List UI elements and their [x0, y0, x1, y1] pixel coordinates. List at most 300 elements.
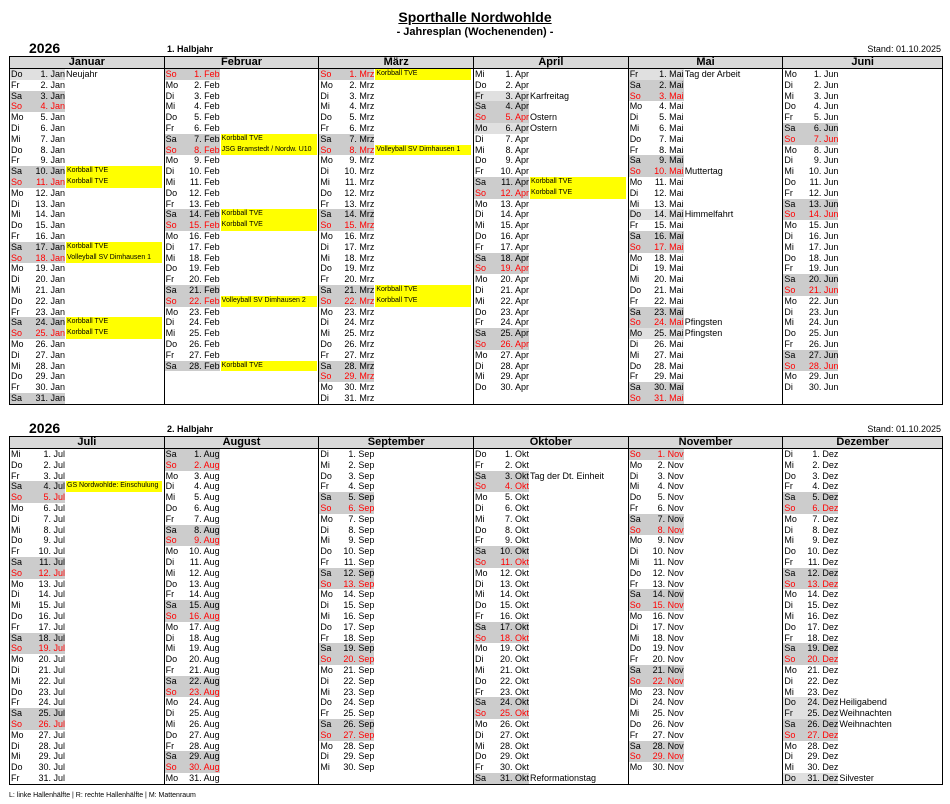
day-row[interactable]: [10, 503, 164, 514]
day-row[interactable]: [319, 535, 473, 546]
day-row[interactable]: [474, 220, 628, 231]
day-row[interactable]: [10, 633, 164, 644]
day-row[interactable]: [783, 730, 942, 741]
day-row[interactable]: [629, 361, 783, 372]
day-row[interactable]: [629, 263, 783, 274]
day-row[interactable]: [629, 69, 783, 80]
day-row[interactable]: [165, 80, 319, 91]
day-row[interactable]: [10, 317, 164, 328]
day-row[interactable]: [10, 600, 164, 611]
day-row[interactable]: [629, 449, 783, 460]
day-row[interactable]: [165, 751, 319, 762]
day-row[interactable]: [783, 697, 942, 708]
day-row[interactable]: [165, 263, 319, 274]
day-row[interactable]: [629, 568, 783, 579]
event-booking[interactable]: Korbball TVE: [66, 242, 162, 253]
day-row[interactable]: [319, 589, 473, 600]
day-row[interactable]: [319, 242, 473, 253]
day-row[interactable]: [10, 492, 164, 503]
day-row[interactable]: [10, 350, 164, 361]
day-row[interactable]: [165, 177, 319, 188]
day-row[interactable]: [10, 69, 164, 80]
day-row[interactable]: [629, 719, 783, 730]
day-row[interactable]: [319, 741, 473, 752]
day-row[interactable]: [165, 155, 319, 166]
day-row[interactable]: [319, 339, 473, 350]
day-row[interactable]: [165, 600, 319, 611]
day-row[interactable]: [10, 730, 164, 741]
day-row[interactable]: [10, 328, 164, 339]
day-row[interactable]: [629, 177, 783, 188]
day-row[interactable]: [165, 503, 319, 514]
day-row[interactable]: [629, 708, 783, 719]
day-row[interactable]: [165, 361, 319, 372]
day-row[interactable]: [783, 69, 942, 80]
day-row[interactable]: [629, 697, 783, 708]
day-row[interactable]: [10, 371, 164, 382]
day-row[interactable]: [165, 525, 319, 536]
day-row[interactable]: [319, 155, 473, 166]
day-row[interactable]: [629, 633, 783, 644]
day-row[interactable]: [474, 166, 628, 177]
day-row[interactable]: [783, 231, 942, 242]
event-booking[interactable]: Korbball TVE: [66, 177, 162, 188]
day-row[interactable]: [474, 730, 628, 741]
day-row[interactable]: [783, 471, 942, 482]
day-row[interactable]: [783, 503, 942, 514]
day-row[interactable]: [629, 285, 783, 296]
day-row[interactable]: [783, 361, 942, 372]
day-row[interactable]: [783, 199, 942, 210]
day-row[interactable]: [783, 643, 942, 654]
day-row[interactable]: [10, 665, 164, 676]
day-row[interactable]: [783, 525, 942, 536]
day-row[interactable]: [474, 600, 628, 611]
day-row[interactable]: [783, 307, 942, 318]
day-row[interactable]: [474, 382, 628, 393]
day-row[interactable]: [474, 460, 628, 471]
day-row[interactable]: [319, 177, 473, 188]
day-row[interactable]: [10, 611, 164, 622]
day-row[interactable]: [319, 654, 473, 665]
day-row[interactable]: [165, 719, 319, 730]
day-row[interactable]: [10, 188, 164, 199]
day-row[interactable]: [319, 317, 473, 328]
day-row[interactable]: [629, 328, 783, 339]
day-row[interactable]: [319, 751, 473, 762]
day-row[interactable]: [319, 449, 473, 460]
day-row[interactable]: [629, 579, 783, 590]
day-row[interactable]: [10, 654, 164, 665]
day-row[interactable]: [474, 285, 628, 296]
day-row[interactable]: [629, 460, 783, 471]
day-row[interactable]: [629, 643, 783, 654]
day-row[interactable]: [319, 382, 473, 393]
day-row[interactable]: [474, 525, 628, 536]
day-row[interactable]: [165, 101, 319, 112]
day-row[interactable]: [10, 145, 164, 156]
day-row[interactable]: [319, 676, 473, 687]
day-row[interactable]: [10, 112, 164, 123]
day-row[interactable]: [474, 719, 628, 730]
day-row[interactable]: [165, 166, 319, 177]
day-row[interactable]: [783, 242, 942, 253]
day-row[interactable]: [319, 730, 473, 741]
day-row[interactable]: [319, 492, 473, 503]
day-row[interactable]: [165, 199, 319, 210]
day-row[interactable]: [10, 568, 164, 579]
day-row[interactable]: [319, 361, 473, 372]
day-row[interactable]: [783, 665, 942, 676]
day-row[interactable]: [629, 101, 783, 112]
day-row[interactable]: [783, 112, 942, 123]
day-row[interactable]: [783, 382, 942, 393]
day-row[interactable]: [474, 492, 628, 503]
event-booking[interactable]: Korbball TVE: [66, 166, 162, 177]
day-row[interactable]: [319, 460, 473, 471]
day-row[interactable]: [10, 579, 164, 590]
day-row[interactable]: [474, 177, 628, 188]
day-row[interactable]: [10, 719, 164, 730]
day-row[interactable]: [474, 69, 628, 80]
event-booking[interactable]: Korbball TVE: [530, 177, 626, 188]
day-row[interactable]: [10, 231, 164, 242]
day-row[interactable]: [165, 676, 319, 687]
day-row[interactable]: [474, 242, 628, 253]
day-row[interactable]: [10, 589, 164, 600]
day-row[interactable]: [10, 471, 164, 482]
day-row[interactable]: [629, 220, 783, 231]
day-row[interactable]: [10, 622, 164, 633]
day-row[interactable]: [10, 557, 164, 568]
day-row[interactable]: [165, 611, 319, 622]
day-row[interactable]: [474, 676, 628, 687]
day-row[interactable]: [10, 643, 164, 654]
day-row[interactable]: [474, 253, 628, 264]
day-row[interactable]: [319, 188, 473, 199]
day-row[interactable]: [629, 687, 783, 698]
day-row[interactable]: [474, 665, 628, 676]
event-booking[interactable]: Volleyball SV Dimhausen 2: [221, 296, 317, 307]
day-row[interactable]: [783, 263, 942, 274]
day-row[interactable]: [474, 155, 628, 166]
day-row[interactable]: [10, 263, 164, 274]
day-row[interactable]: [629, 112, 783, 123]
day-row[interactable]: [319, 708, 473, 719]
day-row[interactable]: [10, 209, 164, 220]
day-row[interactable]: [10, 307, 164, 318]
day-row[interactable]: [165, 220, 319, 231]
day-row[interactable]: [474, 134, 628, 145]
day-row[interactable]: [10, 220, 164, 231]
day-row[interactable]: [165, 622, 319, 633]
day-row[interactable]: [629, 611, 783, 622]
day-row[interactable]: [319, 568, 473, 579]
day-row[interactable]: [10, 80, 164, 91]
day-row[interactable]: [783, 719, 942, 730]
day-row[interactable]: [783, 296, 942, 307]
day-row[interactable]: [629, 371, 783, 382]
day-row[interactable]: [319, 611, 473, 622]
day-row[interactable]: [474, 633, 628, 644]
day-row[interactable]: [10, 296, 164, 307]
event-booking[interactable]: Korbball TVE: [66, 328, 162, 339]
day-row[interactable]: [319, 80, 473, 91]
day-row[interactable]: [319, 471, 473, 482]
day-row[interactable]: [165, 654, 319, 665]
day-row[interactable]: [165, 579, 319, 590]
day-row[interactable]: [319, 514, 473, 525]
day-row[interactable]: [783, 535, 942, 546]
event-booking[interactable]: Korbball TVE: [221, 361, 317, 372]
day-row[interactable]: [10, 697, 164, 708]
day-row[interactable]: [165, 773, 319, 784]
day-row[interactable]: [319, 371, 473, 382]
day-row[interactable]: [629, 339, 783, 350]
day-row[interactable]: [165, 481, 319, 492]
day-row[interactable]: [629, 546, 783, 557]
day-row[interactable]: [319, 307, 473, 318]
day-row[interactable]: [629, 188, 783, 199]
day-row[interactable]: [10, 741, 164, 752]
day-row[interactable]: [474, 296, 628, 307]
day-row[interactable]: [319, 557, 473, 568]
day-row[interactable]: [10, 123, 164, 134]
day-row[interactable]: [165, 145, 319, 156]
event-booking[interactable]: Korbball TVE: [375, 285, 471, 296]
day-row[interactable]: [474, 514, 628, 525]
day-row[interactable]: [319, 231, 473, 242]
day-row[interactable]: [474, 654, 628, 665]
day-row[interactable]: [10, 274, 164, 285]
day-row[interactable]: [474, 307, 628, 318]
day-row[interactable]: [319, 350, 473, 361]
day-row[interactable]: [783, 317, 942, 328]
day-row[interactable]: [783, 371, 942, 382]
day-row[interactable]: [474, 263, 628, 274]
day-row[interactable]: [10, 393, 164, 404]
day-row[interactable]: [319, 600, 473, 611]
day-row[interactable]: [319, 91, 473, 102]
day-row[interactable]: [165, 253, 319, 264]
day-row[interactable]: [319, 643, 473, 654]
event-booking[interactable]: Korbball TVE: [221, 209, 317, 220]
day-row[interactable]: [165, 568, 319, 579]
day-row[interactable]: [165, 209, 319, 220]
day-row[interactable]: [10, 253, 164, 264]
day-row[interactable]: [783, 557, 942, 568]
day-row[interactable]: [474, 557, 628, 568]
day-row[interactable]: [629, 80, 783, 91]
day-row[interactable]: [165, 285, 319, 296]
event-booking[interactable]: Korbball TVE: [375, 69, 471, 80]
day-row[interactable]: [319, 199, 473, 210]
day-row[interactable]: [474, 317, 628, 328]
day-row[interactable]: [165, 708, 319, 719]
day-row[interactable]: [474, 687, 628, 698]
day-row[interactable]: [629, 557, 783, 568]
day-row[interactable]: [474, 773, 628, 784]
day-row[interactable]: [629, 350, 783, 361]
day-row[interactable]: [629, 741, 783, 752]
day-row[interactable]: [319, 579, 473, 590]
day-row[interactable]: [629, 665, 783, 676]
day-row[interactable]: [10, 546, 164, 557]
day-row[interactable]: [319, 166, 473, 177]
day-row[interactable]: [165, 697, 319, 708]
day-row[interactable]: [629, 134, 783, 145]
day-row[interactable]: [165, 460, 319, 471]
day-row[interactable]: [474, 751, 628, 762]
day-row[interactable]: [319, 101, 473, 112]
event-booking[interactable]: Korbball TVE: [375, 296, 471, 307]
day-row[interactable]: [629, 123, 783, 134]
day-row[interactable]: [783, 600, 942, 611]
day-row[interactable]: [629, 296, 783, 307]
day-row[interactable]: [319, 719, 473, 730]
day-row[interactable]: [319, 687, 473, 698]
day-row[interactable]: [165, 242, 319, 253]
day-row[interactable]: [10, 166, 164, 177]
day-row[interactable]: [165, 762, 319, 773]
event-booking[interactable]: Volleyball SV Dimhausen 1: [375, 145, 471, 156]
event-booking[interactable]: Volleyball SV Dimhausen 1: [66, 253, 162, 264]
day-row[interactable]: [629, 307, 783, 318]
day-row[interactable]: [629, 199, 783, 210]
day-row[interactable]: [10, 751, 164, 762]
day-row[interactable]: [474, 361, 628, 372]
day-row[interactable]: [165, 687, 319, 698]
day-row[interactable]: [10, 762, 164, 773]
day-row[interactable]: [474, 622, 628, 633]
day-row[interactable]: [319, 253, 473, 264]
day-row[interactable]: [319, 69, 473, 80]
event-booking[interactable]: JSG Bramstedt / Nordw. U10: [221, 145, 317, 156]
event-booking[interactable]: Korbball TVE: [66, 317, 162, 328]
day-row[interactable]: [783, 676, 942, 687]
day-row[interactable]: [319, 697, 473, 708]
day-row[interactable]: [783, 633, 942, 644]
day-row[interactable]: [783, 611, 942, 622]
day-row[interactable]: [165, 514, 319, 525]
day-row[interactable]: [10, 481, 164, 492]
day-row[interactable]: [165, 741, 319, 752]
day-row[interactable]: [629, 525, 783, 536]
day-row[interactable]: [783, 220, 942, 231]
day-row[interactable]: [629, 253, 783, 264]
day-row[interactable]: [629, 600, 783, 611]
day-row[interactable]: [165, 492, 319, 503]
day-row[interactable]: [783, 253, 942, 264]
day-row[interactable]: [474, 762, 628, 773]
day-row[interactable]: [474, 643, 628, 654]
day-row[interactable]: [783, 449, 942, 460]
day-row[interactable]: [10, 177, 164, 188]
day-row[interactable]: [319, 285, 473, 296]
day-row[interactable]: [629, 751, 783, 762]
day-row[interactable]: [319, 481, 473, 492]
day-row[interactable]: [165, 91, 319, 102]
day-row[interactable]: [165, 328, 319, 339]
day-row[interactable]: [165, 274, 319, 285]
day-row[interactable]: [10, 91, 164, 102]
day-row[interactable]: [474, 101, 628, 112]
day-row[interactable]: [629, 91, 783, 102]
day-row[interactable]: [474, 471, 628, 482]
day-row[interactable]: [474, 145, 628, 156]
day-row[interactable]: [474, 112, 628, 123]
day-row[interactable]: [629, 676, 783, 687]
day-row[interactable]: [474, 741, 628, 752]
day-row[interactable]: [783, 155, 942, 166]
day-row[interactable]: [165, 730, 319, 741]
day-row[interactable]: [783, 654, 942, 665]
day-row[interactable]: [319, 762, 473, 773]
day-row[interactable]: [783, 209, 942, 220]
day-row[interactable]: [783, 708, 942, 719]
day-row[interactable]: [783, 568, 942, 579]
day-row[interactable]: [783, 166, 942, 177]
day-row[interactable]: [783, 687, 942, 698]
event-booking[interactable]: Korbball TVE: [530, 188, 626, 199]
day-row[interactable]: [165, 123, 319, 134]
day-row[interactable]: [165, 231, 319, 242]
day-row[interactable]: [474, 503, 628, 514]
day-row[interactable]: [165, 69, 319, 80]
day-row[interactable]: [319, 546, 473, 557]
day-row[interactable]: [783, 460, 942, 471]
day-row[interactable]: [10, 242, 164, 253]
day-row[interactable]: [165, 134, 319, 145]
day-row[interactable]: [10, 285, 164, 296]
day-row[interactable]: [629, 209, 783, 220]
day-row[interactable]: [319, 209, 473, 220]
day-row[interactable]: [165, 112, 319, 123]
day-row[interactable]: [165, 665, 319, 676]
day-row[interactable]: [10, 134, 164, 145]
day-row[interactable]: [629, 481, 783, 492]
day-row[interactable]: [474, 579, 628, 590]
day-row[interactable]: [10, 708, 164, 719]
day-row[interactable]: [165, 535, 319, 546]
day-row[interactable]: [474, 199, 628, 210]
day-row[interactable]: [629, 155, 783, 166]
day-row[interactable]: [783, 589, 942, 600]
day-row[interactable]: [629, 589, 783, 600]
day-row[interactable]: [783, 328, 942, 339]
day-row[interactable]: [783, 579, 942, 590]
day-row[interactable]: [319, 503, 473, 514]
day-row[interactable]: [165, 471, 319, 482]
day-row[interactable]: [319, 112, 473, 123]
day-row[interactable]: [474, 371, 628, 382]
day-row[interactable]: [165, 633, 319, 644]
day-row[interactable]: [319, 274, 473, 285]
day-row[interactable]: [319, 665, 473, 676]
day-row[interactable]: [783, 339, 942, 350]
day-row[interactable]: [629, 382, 783, 393]
day-row[interactable]: [629, 762, 783, 773]
day-row[interactable]: [474, 328, 628, 339]
day-row[interactable]: [783, 622, 942, 633]
day-row[interactable]: [165, 557, 319, 568]
day-row[interactable]: [319, 633, 473, 644]
day-row[interactable]: [319, 145, 473, 156]
day-row[interactable]: [783, 492, 942, 503]
day-row[interactable]: [783, 101, 942, 112]
day-row[interactable]: [10, 460, 164, 471]
day-row[interactable]: [319, 393, 473, 404]
